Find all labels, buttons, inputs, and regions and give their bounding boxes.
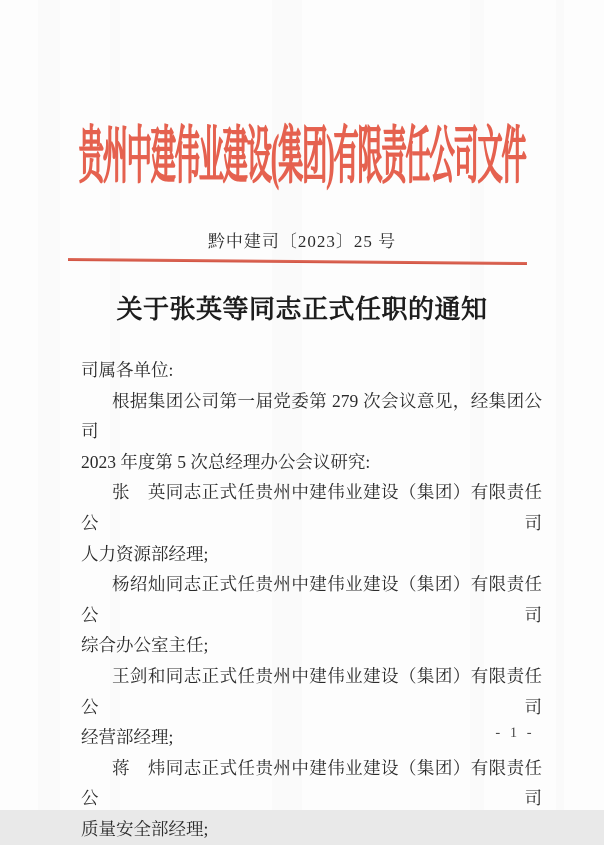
body-line-salutation: 司属各单位: bbox=[81, 360, 174, 380]
page-number: - 1 - bbox=[495, 725, 535, 741]
body-line: 质量安全部经理; bbox=[81, 818, 209, 839]
document-number: 黔中建司〔2023〕25 号 bbox=[207, 232, 397, 251]
body-line: 2023 年度第 5 次总经理办公会议研究: bbox=[81, 451, 371, 472]
body-line: 张 英同志正式任贵州中建伟业建设（集团）有限责任公司 bbox=[81, 482, 542, 533]
body-line: 人力资源部经理; bbox=[81, 543, 209, 564]
body-line: 根据集团公司第一届党委第 279 次会议意见，经集团公司 bbox=[81, 390, 542, 442]
body-line: 王剑和同志正式任贵州中建伟业建设（集团）有限责任公司 bbox=[81, 665, 542, 717]
body-line: 杨绍灿同志正式任贵州中建伟业建设（集团）有限责任公司 bbox=[81, 574, 542, 625]
letterhead-org-title: 贵州中建伟业建设(集团)有限责任公司文件 bbox=[78, 124, 526, 192]
body-line: 综合办公室主任; bbox=[81, 635, 209, 656]
notice-body bbox=[81, 355, 542, 845]
red-divider-line bbox=[68, 258, 527, 265]
notice-title: 关于张英等同志正式任职的通知 bbox=[116, 295, 488, 324]
body-line: 经营部经理; bbox=[81, 727, 174, 748]
body-line: 蒋 炜同志正式任贵州中建伟业建设（集团）有限责任公司 bbox=[81, 757, 542, 809]
